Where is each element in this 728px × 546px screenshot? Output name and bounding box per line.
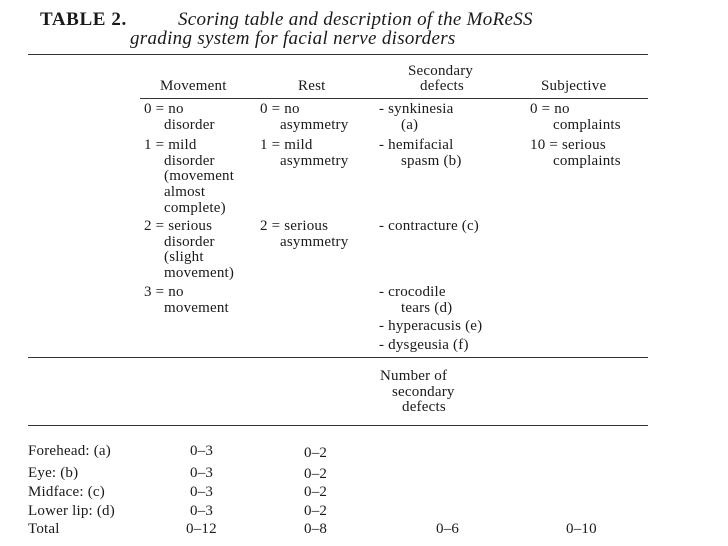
row-movement-range: 0–3: [190, 465, 214, 481]
secondary-line: (a): [401, 117, 419, 133]
subjective-line: 10 = serious: [530, 137, 606, 153]
movement-line: (movement: [164, 168, 235, 184]
number-label-line: defects: [402, 399, 446, 415]
secondary-line: spasm (b): [401, 153, 462, 169]
table-caption-line-1: Scoring table and description of the MoReSS: [178, 9, 533, 30]
secondary-line: - contracture (c): [379, 218, 479, 234]
header-movement: Movement: [160, 78, 227, 94]
row-movement-range: 0–12: [186, 521, 217, 537]
top-rule: [28, 54, 648, 55]
table-caption-label: TABLE 2.: [40, 9, 127, 30]
rest-line: 1 = mild: [260, 137, 313, 153]
row-movement-range: 0–3: [190, 484, 214, 500]
movement-line: complete): [164, 200, 226, 216]
row-rest-range: 0–2: [304, 445, 328, 461]
row-rest-range: 0–8: [304, 521, 328, 537]
movement-line: (slight: [164, 249, 204, 265]
secondary-line: - crocodile: [379, 284, 446, 300]
header-rule: [140, 98, 648, 99]
movement-line: disorder: [164, 234, 215, 250]
secondary-line: - dysgeusia (f): [379, 337, 469, 353]
header-subjective: Subjective: [541, 78, 607, 94]
row-label: Total: [28, 521, 60, 537]
subjective-line: complaints: [553, 117, 621, 133]
secondary-line: tears (d): [401, 300, 453, 316]
row-rest-range: 0–2: [304, 484, 328, 500]
number-label-line: Number of: [380, 368, 448, 384]
table-caption-line-2: grading system for facial nerve disorders: [130, 28, 456, 49]
subjective-line: complaints: [553, 153, 621, 169]
subjective-line: 0 = no: [530, 101, 570, 117]
movement-line: 2 = serious: [144, 218, 213, 234]
movement-line: movement): [164, 265, 235, 281]
row-rest-range: 0–2: [304, 466, 328, 482]
movement-line: disorder: [164, 117, 215, 133]
rest-line: asymmetry: [280, 117, 349, 133]
header-secondary-line-2: defects: [420, 78, 464, 94]
secondary-line: - synkinesia: [379, 101, 454, 117]
header-rest: Rest: [298, 78, 326, 94]
row-label: Lower lip: (d): [28, 503, 115, 519]
movement-line: disorder: [164, 153, 215, 169]
row-label: Forehead: (a): [28, 443, 111, 459]
row-label: Eye: (b): [28, 465, 79, 481]
row-movement-range: 0–3: [190, 443, 214, 459]
mid-rule: [28, 357, 648, 358]
rest-line: 2 = serious: [260, 218, 329, 234]
secondary-line: - hemifacial: [379, 137, 454, 153]
movement-line: 3 = no: [144, 284, 184, 300]
rest-line: 0 = no: [260, 101, 300, 117]
header-secondary-line-1: Secondary: [408, 63, 474, 79]
row-label: Midface: (c): [28, 484, 105, 500]
secondary-line: - hyperacusis (e): [379, 318, 483, 334]
number-label-line: secondary: [392, 384, 455, 400]
movement-line: 1 = mild: [144, 137, 197, 153]
row-rest-range: 0–2: [304, 503, 328, 519]
row-subjective-range: 0–10: [566, 521, 597, 537]
row-movement-range: 0–3: [190, 503, 214, 519]
movement-line: 0 = no: [144, 101, 184, 117]
movement-line: almost: [164, 184, 206, 200]
rest-line: asymmetry: [280, 234, 349, 250]
row-secondary-range: 0–6: [436, 521, 460, 537]
rest-line: asymmetry: [280, 153, 349, 169]
movement-line: movement: [164, 300, 229, 316]
lower-rule: [28, 425, 648, 426]
